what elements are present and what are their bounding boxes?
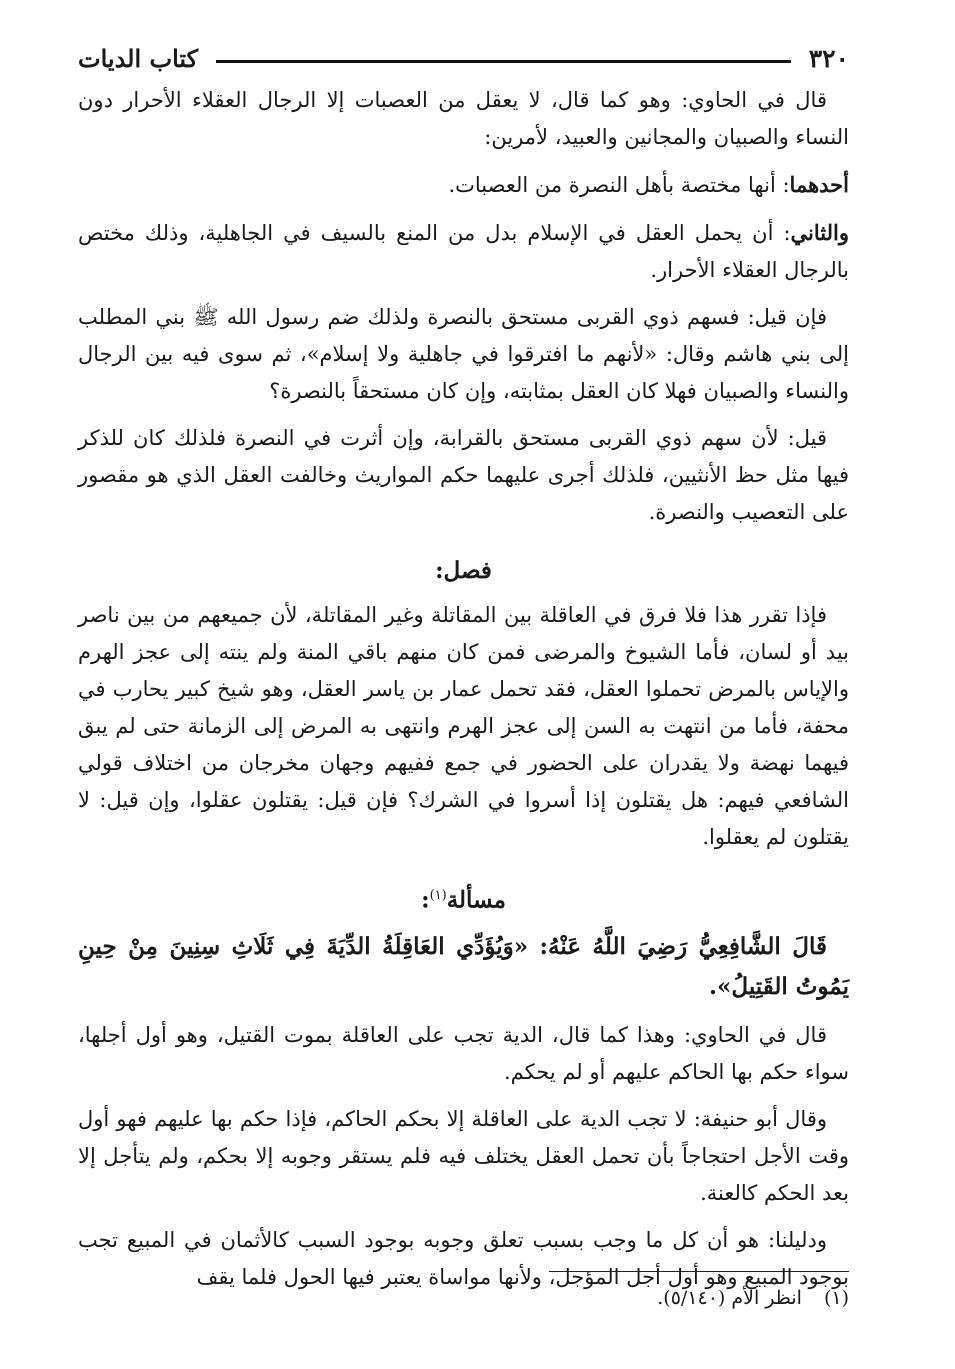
masala-footnote-ref: (١) [429, 888, 447, 903]
footnote-number: (١) [823, 1287, 849, 1309]
page-number: ٣٢٠ [808, 43, 849, 73]
paragraph-second-reason [78, 214, 849, 289]
paragraph-hawi-1: قال في الحاوي: وهو كما قال، لا يعقل من العصبات إلا الرجال العقلاء الأحرار دون النساء والصبيان والمجانين والعبيد، لأمرين: [78, 88, 849, 149]
page-header [78, 38, 849, 78]
paragraph-objection: فإن قيل: فسهم ذوي القربى مستحق بالنصرة ولذلك ضم رسول الله ﷺ بني المطلب إلى بني هاشم وقال: «لأنهم ما افترقوا في جاهلية ولا إسلام»، ثم سوى فيه بين الرجال والنساء والصبيان فهلا كان العقل بمثابته، وإن كان مستحقاً بالنصرة؟ [78, 305, 849, 403]
masala-heading-text: مسألة [446, 886, 506, 914]
masala-heading-colon: : [421, 886, 430, 914]
first-reason-label: أحدهما [789, 172, 849, 197]
paragraph-first-reason [78, 166, 849, 204]
paragraph-evidence: ودليلنا: هو أن كل ما وجب بسبب تعلق وجوبه بوجود السبب كالأثمان في المبيع تجب بوجود المبيع وهو أول أجل المؤجل، ولأنها مواساة يعتبر فيها الحول فلما يقف [78, 1227, 849, 1289]
masala-heading [78, 878, 849, 919]
footnote-text: انظر الأم (٥/١٤٠). [657, 1287, 802, 1309]
first-reason-text: : أنها مختصة بأهل النصرة من العصبات. [448, 173, 790, 197]
paragraph-abu-hanifa: وقال أبو حنيفة: لا تجب الدية على العاقلة إلا بحكم الحاكم، فإذا حكم بها عليهم فهو أول وقت الأجل احتجاجاً بأن تحمل العقل يختلف فيه فلم يستقر وجوبه إلا بحكم، ولم يتأجل إلا بعد الحكم كالعنة. [78, 1106, 849, 1205]
shafii-quote: قَالَ الشَّافِعِيُّ رَضِيَ اللَّهُ عَنْهُ: «وَيُؤَدِّي العَاقِلَةُ الدِّيَةَ فِي ثَلَاثِ سِنِينَ مِنْ حِينِ يَمُوتُ القَتِيلُ». [78, 932, 849, 1000]
second-reason-text: : أن يحمل العقل في الإسلام بدل من المنع بالسيف في الجاهلية، وذلك مختص بالرجال العقلاء الأحرار. [78, 221, 849, 282]
paragraph-hawi-2: قال في الحاوي: وهذا كما قال، الدية تجب على العاقلة بموت القتيل، وهو أول أجلها، سواء حكم بها الحاكم عليهم أو لم يحكم. [78, 1022, 849, 1084]
paragraph-fasl-body: فإذا تقرر هذا فلا فرق في العاقلة بين المقاتلة وغير المقاتلة، لأن جميعهم من بين ناصر بيد أو لسان، فأما الشيوخ والمرضى فمن كان منهم باقي المنة ولم ينته إلى عجز الهرم والإياس بالمرض تحملوا العقل، فقد تحمل عمار بن ياسر العقل، وهو شيخ كبير يحارب في محفة، فأما من انتهت به السن إلى عجز الهرم وانتهى به المرض إلى الزمانة حتى لم يبق فيهما نهضة ولا يقدران على الحضور في جمع ففيهم وجهان مخرجان من اختلاف قولي الشافعي فيهم: هل يقتلون إذا أسروا في الشرك؟ فإن قيل: يقتلون عقلوا، وإن قيل: لا يقتلون لم يعقلوا. [78, 603, 849, 849]
footnote [657, 1283, 849, 1313]
header-rule [216, 60, 791, 63]
book-title: كتاب الديات [78, 43, 199, 73]
fasl-heading: فصل: [435, 557, 492, 584]
footnote-rule [549, 1271, 849, 1272]
paragraph-reply: قيل: لأن سهم ذوي القربى مستحق بالقرابة، وإن أثرت في النصرة فلذلك كان للذكر فيها مثل حظ الأنثيين، فلذلك أجرى عليهما حكم المواريث وخالفت العقل الذي هو مقصور على التعصيب والنصرة. [78, 426, 849, 524]
second-reason-label: والثاني [790, 220, 849, 245]
